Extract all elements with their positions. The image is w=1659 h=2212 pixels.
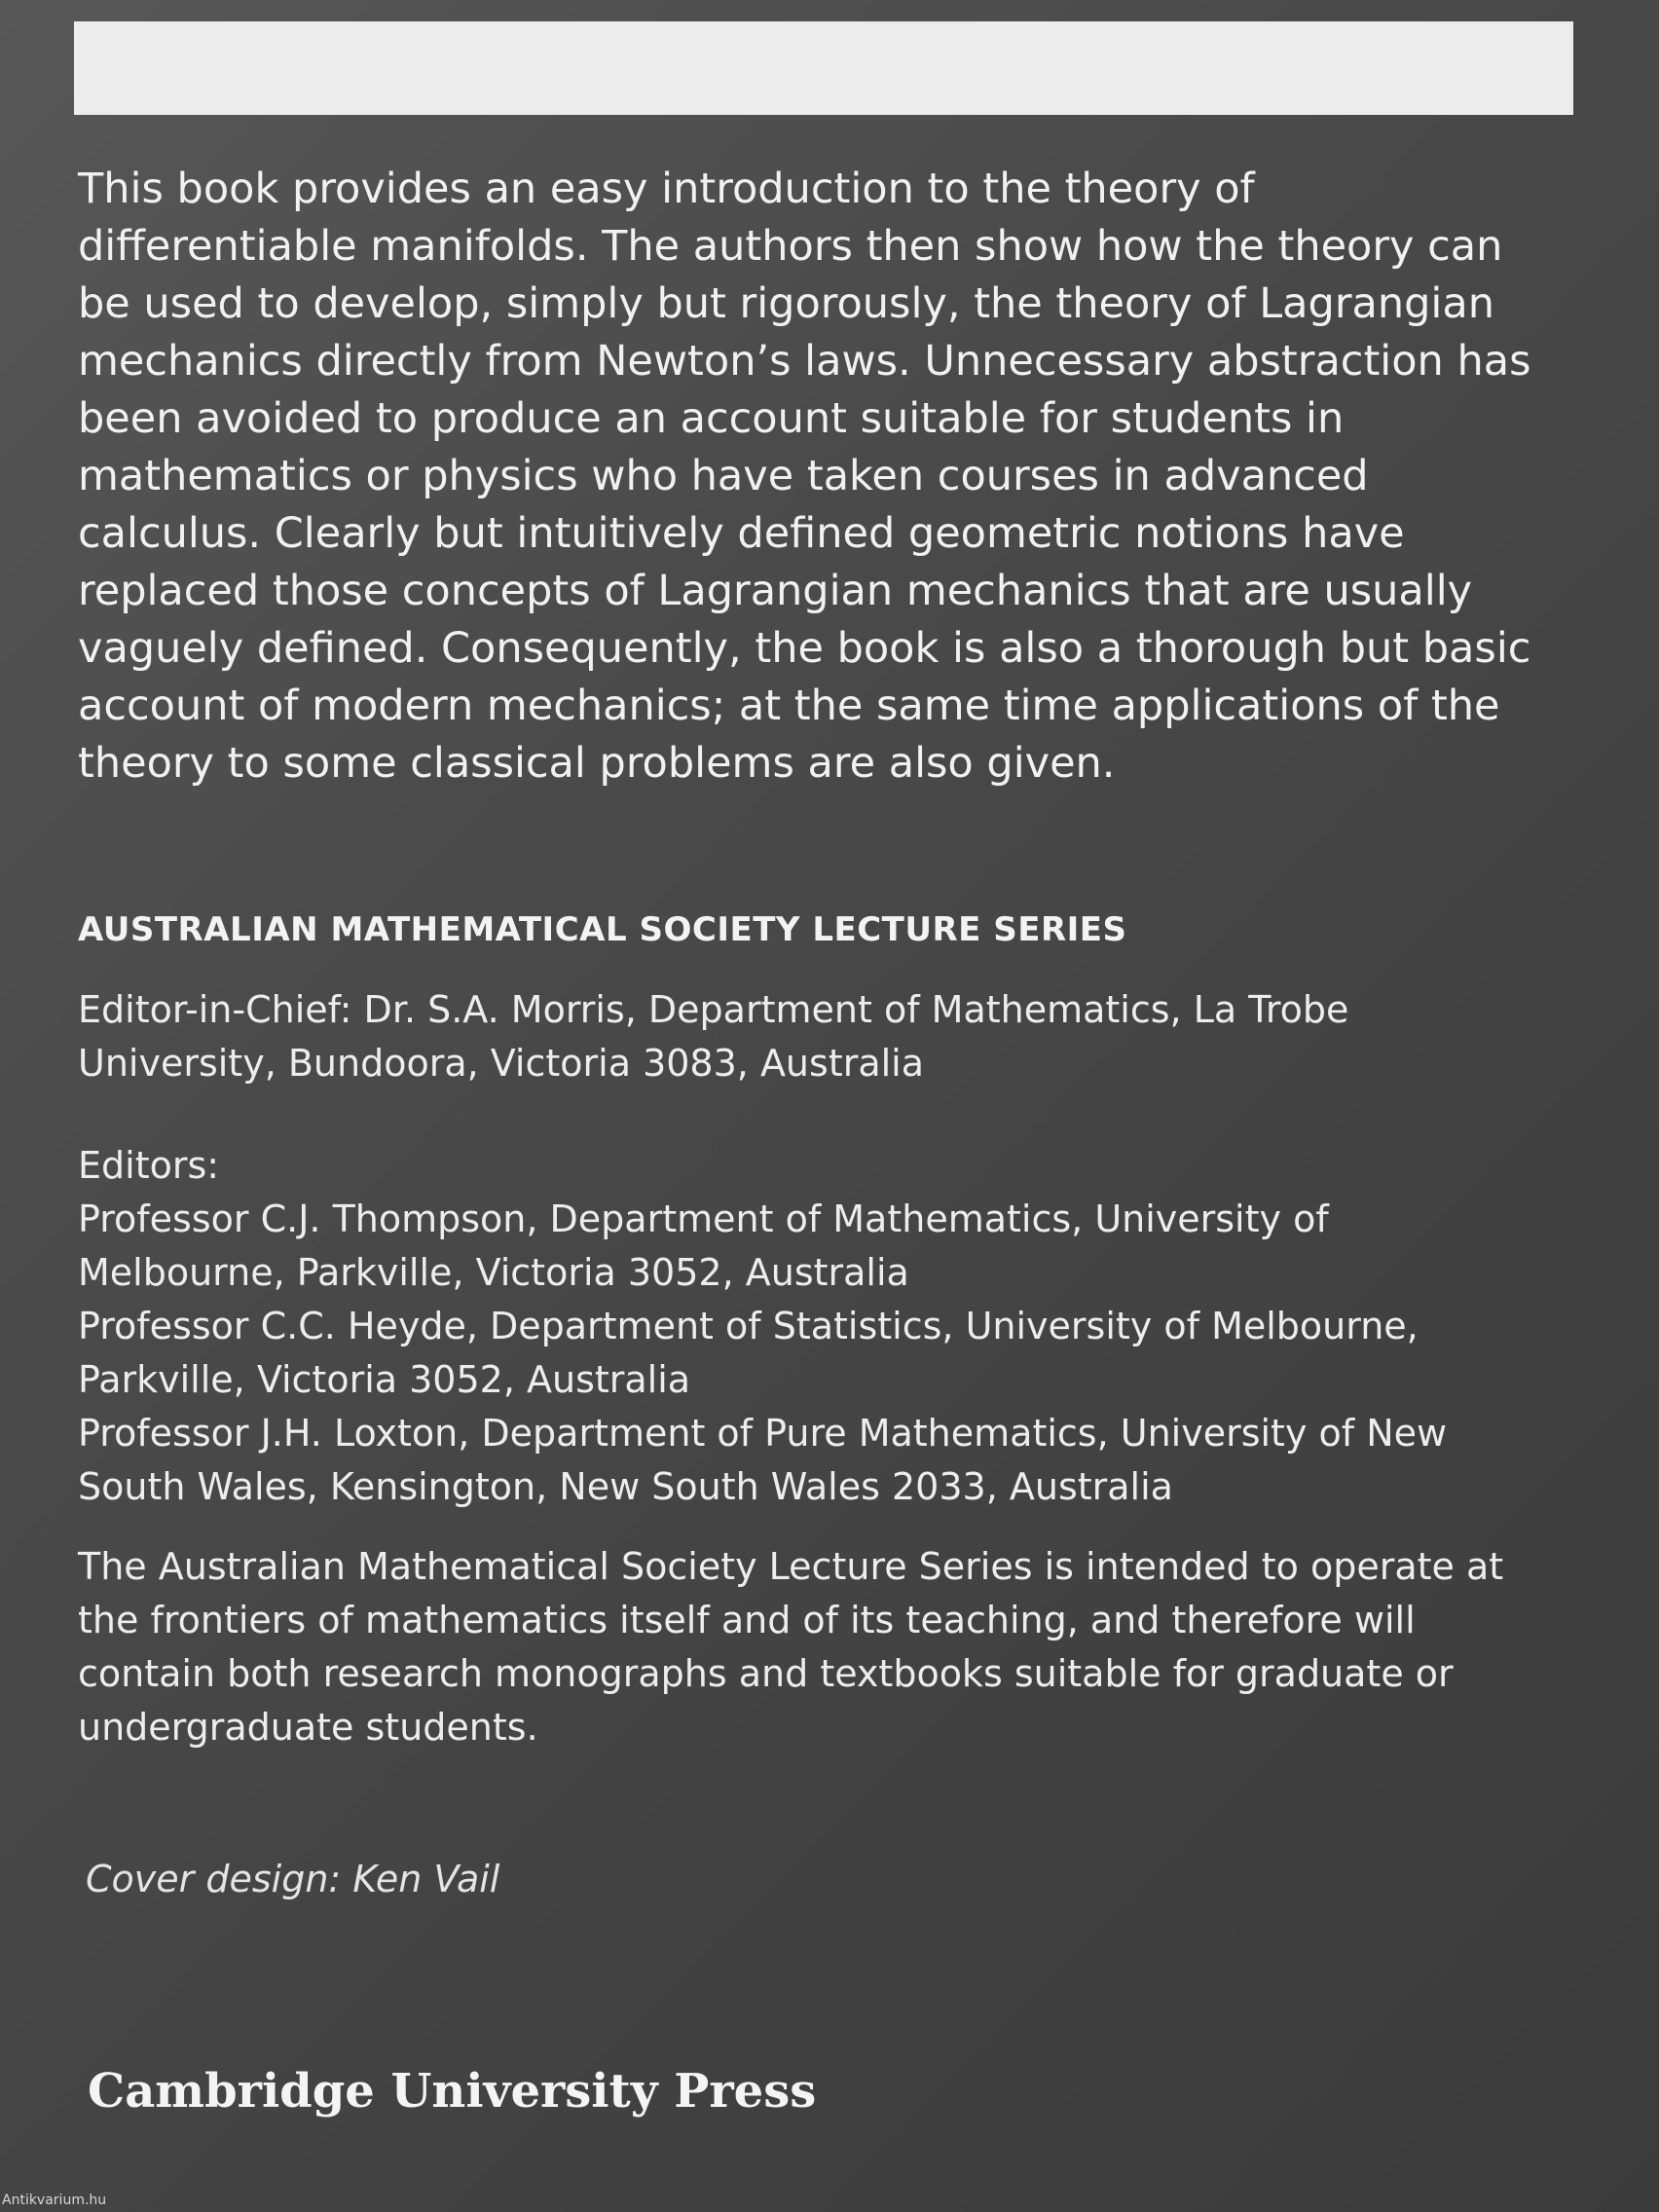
- blurb-line: vaguely defined. Consequently, the book is also a thorough but basic: [78, 624, 1531, 673]
- editors-heading: Editors:: [78, 1144, 220, 1187]
- blurb-line: replaced those concepts of Lagrangian mechanics that are usually: [78, 567, 1473, 615]
- blurb-line: theory to some classical problems are also given.: [78, 739, 1116, 788]
- editor-line: Professor C.C. Heyde, Department of Statistics, University of Melbourne,: [78, 1305, 1419, 1347]
- blurb-line: mathematics or physics who have taken courses in advanced: [78, 452, 1369, 500]
- series-description-line: The Australian Mathematical Society Lecture Series is intended to operate at: [78, 1545, 1504, 1588]
- editor-in-chief: [78, 983, 1597, 1090]
- editor-line: Professor C.J. Thompson, Department of Mathematics, University of: [78, 1198, 1329, 1240]
- blurb-line: be used to develop, simply but rigorously, the theory of Lagrangian: [78, 279, 1494, 328]
- editor-in-chief-line: Editor-in-Chief: Dr. S.A. Morris, Department of Mathematics, La Trobe: [78, 988, 1349, 1031]
- cover-design-credit: Cover design: Ken Vail: [86, 1858, 500, 1900]
- blurb-line: This book provides an easy introduction to the theory of: [78, 165, 1255, 213]
- series-title: AUSTRALIAN MATHEMATICAL SOCIETY LECTURE SERIES: [78, 910, 1127, 949]
- blurb-line: been avoided to produce an account suitable for students in: [78, 394, 1345, 443]
- editor-line: Parkville, Victoria 3052, Australia: [78, 1358, 691, 1401]
- publisher-name: Cambridge University Press: [88, 2064, 817, 2119]
- series-description-line: undergraduate students.: [78, 1706, 538, 1749]
- editor-line: Professor J.H. Loxton, Department of Pure Mathematics, University of New: [78, 1412, 1448, 1455]
- top-white-band: [74, 21, 1573, 115]
- editor-line: South Wales, Kensington, New South Wales 2033, Australia: [78, 1465, 1173, 1508]
- editors-list: [78, 1139, 1597, 1514]
- series-description-line: the frontiers of mathematics itself and of its teaching, and therefore will: [78, 1599, 1416, 1641]
- book-blurb: [78, 161, 1597, 793]
- blurb-line: mechanics directly from Newton’s laws. Unnecessary abstraction has: [78, 337, 1531, 386]
- blurb-line: calculus. Clearly but intuitively defined geometric notions have: [78, 509, 1405, 558]
- series-description-line: contain both research monographs and textbooks suitable for graduate or: [78, 1652, 1454, 1695]
- editor-in-chief-line: University, Bundoora, Victoria 3083, Australia: [78, 1042, 925, 1085]
- blurb-line: account of modern mechanics; at the same time applications of the: [78, 682, 1500, 730]
- editor-line: Melbourne, Parkville, Victoria 3052, Australia: [78, 1251, 909, 1294]
- series-description: [78, 1540, 1597, 1754]
- blurb-line: differentiable manifolds. The authors then show how the theory can: [78, 222, 1503, 271]
- watermark-text: Antikvarium.hu: [2, 2193, 107, 2208]
